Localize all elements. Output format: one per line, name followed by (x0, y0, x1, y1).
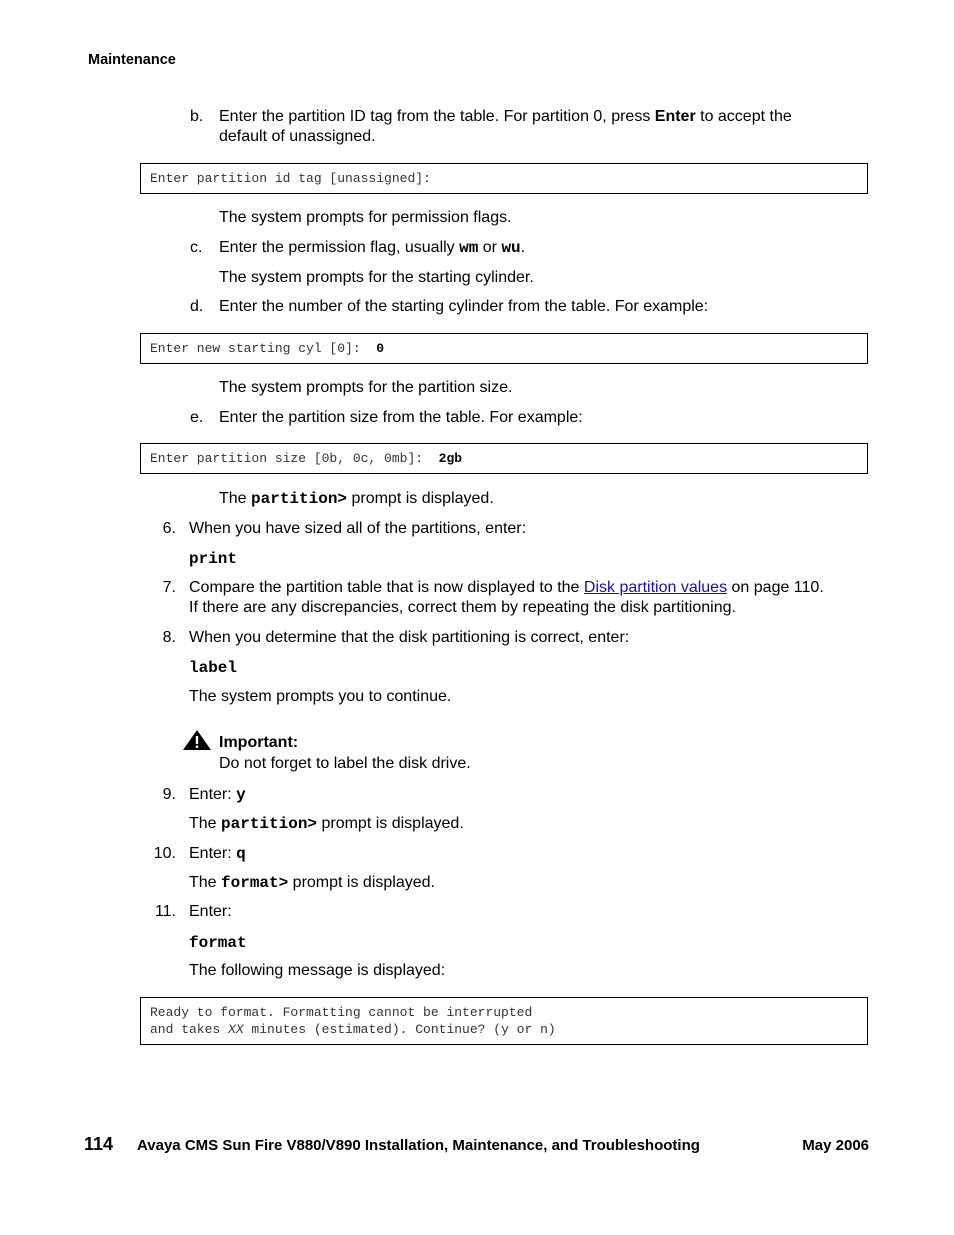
step-c-pre: Enter the permission flag, usually (219, 239, 460, 256)
footer-date: May 2006 (802, 1137, 869, 1154)
starting-cyl-input: 0 (376, 341, 385, 356)
after-e-post: prompt is displayed. (347, 490, 494, 507)
after-c-text: The system prompts for the starting cylinder. (219, 269, 534, 286)
step-9-number: 9. (162, 786, 176, 803)
after-e-text (219, 489, 494, 509)
step-9-after-code: partition> (221, 815, 318, 833)
format-message-line2-pre: and takes (150, 1022, 229, 1037)
step-b-letter: b. (190, 108, 204, 125)
step-9-after (189, 814, 464, 834)
step-11-text: Enter: (189, 903, 232, 920)
step-c-letter: c. (190, 239, 203, 256)
step-c-post: . (520, 239, 526, 256)
starting-cyl-prompt: Enter new starting cyl [0]: (150, 341, 361, 356)
step-7-pre: Compare the partition table that is now displayed to the (189, 579, 584, 596)
step-b-post: to accept the (695, 108, 792, 125)
step-7-post: on page 110. (727, 579, 824, 596)
partition-size-prompt: Enter partition size [0b, 0c, 0mb]: (150, 451, 424, 466)
step-e-letter: e. (190, 409, 204, 426)
step-10-after (189, 873, 435, 893)
partition-id-prompt: Enter partition id tag [unassigned]: (150, 171, 431, 186)
step-c-mid: or (478, 239, 502, 256)
step-8-text: When you determine that the disk partitioning is correct, enter: (189, 629, 630, 646)
step-b-line2: default of unassigned. (219, 128, 376, 145)
disk-partition-values-link[interactable]: Disk partition values (583, 579, 728, 596)
step-9-after-pre: The (189, 815, 222, 832)
step-d-letter: d. (190, 298, 204, 315)
step-b-pre: Enter the partition ID tag from the table. For partition 0, press (219, 108, 655, 125)
step-10-text (189, 844, 246, 864)
step-9-code: y (236, 786, 246, 804)
step-11-after: The following message is displayed: (189, 962, 446, 979)
after-b-text: The system prompts for permission flags. (219, 209, 512, 226)
step-11-number: 11. (154, 903, 176, 920)
format-message-line2 (150, 1021, 858, 1038)
step-10-pre: Enter: (189, 845, 237, 862)
step-9-text (189, 785, 246, 805)
step-7-text (189, 578, 824, 598)
important-title: Important: (219, 734, 299, 751)
format-message-line2-post: minutes (estimated). Continue? (y or n) (243, 1022, 556, 1037)
format-message-box (140, 997, 868, 1045)
format-message-variable: XX (228, 1022, 244, 1037)
step-c-code-wu: wu (501, 239, 521, 257)
step-10-after-pre: The (189, 874, 222, 891)
step-8-number: 8. (162, 629, 176, 646)
step-c-text (219, 238, 525, 258)
step-9-after-post: prompt is displayed. (317, 815, 464, 832)
step-10-after-post: prompt is displayed. (288, 874, 435, 891)
important-text: Do not forget to label the disk drive. (219, 755, 471, 772)
step-10-code: q (236, 845, 246, 863)
step-c-code-wm: wm (459, 239, 479, 257)
step-7-line2: If there are any discrepancies, correct them by repeating the disk partitioning. (189, 599, 736, 616)
partition-size-command-box (140, 443, 868, 474)
partition-size-input: 2gb (438, 451, 463, 466)
step-6-command: print (189, 550, 238, 568)
step-9-pre: Enter: (189, 786, 237, 803)
step-8-command: label (189, 659, 238, 677)
partition-id-command-box (140, 163, 868, 194)
format-message-line1: Ready to format. Formatting cannot be interrupted (150, 1005, 533, 1020)
step-e-text: Enter the partition size from the table. For example: (219, 409, 583, 426)
after-e-pre: The (219, 490, 252, 507)
footer-doc-title: Avaya CMS Sun Fire V880/V890 Installation, Maintenance, and Troubleshooting (137, 1137, 700, 1154)
step-b-text (219, 107, 792, 127)
starting-cyl-command-box (140, 333, 868, 364)
page-header-section: Maintenance (88, 52, 176, 68)
after-d-text: The system prompts for the partition size. (219, 379, 513, 396)
step-7-number: 7. (162, 579, 176, 596)
after-e-code: partition> (251, 490, 348, 508)
step-8-after: The system prompts you to continue. (189, 688, 452, 705)
warning-triangle-icon (182, 729, 212, 751)
step-10-number: 10. (153, 845, 176, 862)
footer-page-number: 114 (84, 1134, 114, 1154)
step-11-command: format (189, 934, 247, 952)
step-6-text: When you have sized all of the partitions, enter: (189, 520, 527, 537)
step-b-bold: Enter (654, 108, 696, 125)
step-10-after-code: format> (221, 874, 289, 892)
step-d-text: Enter the number of the starting cylinder from the table. For example: (219, 298, 709, 315)
step-6-number: 6. (162, 520, 176, 537)
